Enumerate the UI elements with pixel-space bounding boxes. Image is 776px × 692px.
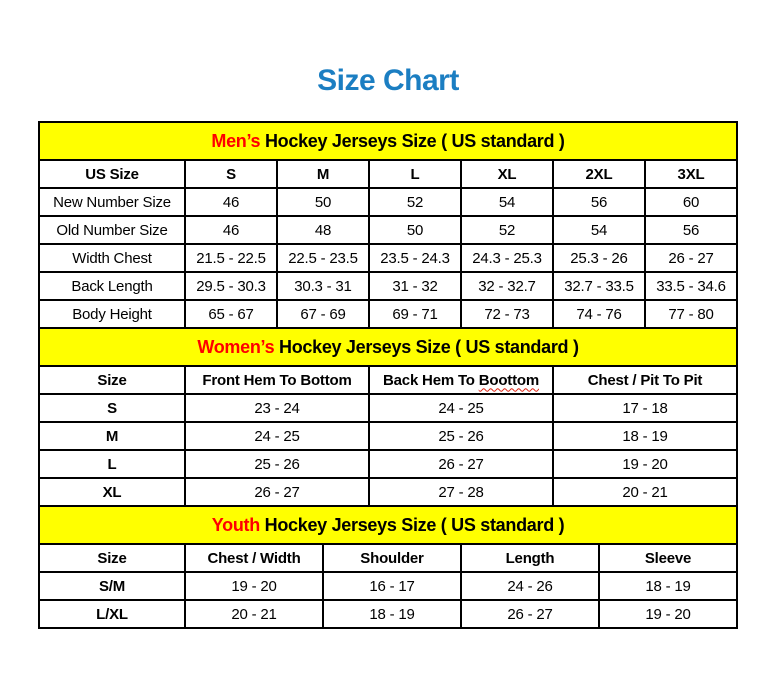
youth-row-label: L/XL xyxy=(39,600,185,628)
youth-col-header: Size xyxy=(39,544,185,572)
mens-table-row xyxy=(39,188,737,216)
youth-col-header: Chest / Width xyxy=(185,544,323,572)
mens-cell: 25.3 - 26 xyxy=(553,244,645,272)
mens-cell: 65 - 67 xyxy=(185,300,277,328)
womens-cell: 26 - 27 xyxy=(185,478,369,506)
mens-cell: 22.5 - 23.5 xyxy=(277,244,369,272)
mens-cell: 30.3 - 31 xyxy=(277,272,369,300)
youth-cell: 24 - 26 xyxy=(461,572,599,600)
womens-table-row xyxy=(39,422,737,450)
mens-table-body xyxy=(39,122,737,328)
mens-cell: 74 - 76 xyxy=(553,300,645,328)
womens-row-label: XL xyxy=(39,478,185,506)
mens-cell: 48 xyxy=(277,216,369,244)
mens-row-label: New Number Size xyxy=(39,188,185,216)
mens-title-highlight: Men’s xyxy=(211,130,261,151)
youth-col-header: Sleeve xyxy=(599,544,737,572)
mens-cell: 56 xyxy=(553,188,645,216)
womens-cell: 24 - 25 xyxy=(185,422,369,450)
mens-cell: 46 xyxy=(185,188,277,216)
womens-row-label: S xyxy=(39,394,185,422)
womens-size-table xyxy=(38,327,738,507)
womens-table-row xyxy=(39,394,737,422)
mens-cell: 33.5 - 34.6 xyxy=(645,272,737,300)
mens-col-header: 3XL xyxy=(645,160,737,188)
womens-cell: 18 - 19 xyxy=(553,422,737,450)
mens-cell: 72 - 73 xyxy=(461,300,553,328)
womens-cell: 25 - 26 xyxy=(369,422,553,450)
mens-cell: 32 - 32.7 xyxy=(461,272,553,300)
mens-cell: 26 - 27 xyxy=(645,244,737,272)
womens-cell: 23 - 24 xyxy=(185,394,369,422)
womens-cell: 19 - 20 xyxy=(553,450,737,478)
youth-cell: 20 - 21 xyxy=(185,600,323,628)
mens-cell: 67 - 69 xyxy=(277,300,369,328)
womens-section-title xyxy=(39,328,737,366)
mens-cell: 24.3 - 25.3 xyxy=(461,244,553,272)
mens-cell: 50 xyxy=(369,216,461,244)
womens-col-header: Size xyxy=(39,366,185,394)
womens-row-label: M xyxy=(39,422,185,450)
mens-table-row xyxy=(39,244,737,272)
youth-title-rest: Hockey Jerseys Size ( US standard ) xyxy=(259,514,565,535)
womens-table-row xyxy=(39,478,737,506)
youth-col-header: Length xyxy=(461,544,599,572)
womens-cell: 20 - 21 xyxy=(553,478,737,506)
mens-cell: 46 xyxy=(185,216,277,244)
youth-cell: 18 - 19 xyxy=(599,572,737,600)
mens-cell: 56 xyxy=(645,216,737,244)
mens-col-header: S xyxy=(185,160,277,188)
mens-size-table xyxy=(38,121,738,329)
youth-table-row xyxy=(39,600,737,628)
womens-col-header: Front Hem To Bottom xyxy=(185,366,369,394)
mens-cell: 52 xyxy=(369,188,461,216)
mens-row-label: Body Height xyxy=(39,300,185,328)
mens-col-header: M xyxy=(277,160,369,188)
youth-col-header: Shoulder xyxy=(323,544,461,572)
womens-col-header: Chest / Pit To Pit xyxy=(553,366,737,394)
mens-table-row xyxy=(39,300,737,328)
mens-cell: 60 xyxy=(645,188,737,216)
womens-title-highlight: Women’s xyxy=(197,336,275,357)
youth-cell: 26 - 27 xyxy=(461,600,599,628)
mens-table-row xyxy=(39,216,737,244)
womens-cell: 26 - 27 xyxy=(369,450,553,478)
mens-cell: 32.7 - 33.5 xyxy=(553,272,645,300)
mens-row-label: Old Number Size xyxy=(39,216,185,244)
misspelled-word: Boottom xyxy=(478,371,539,389)
mens-cell: 69 - 71 xyxy=(369,300,461,328)
womens-table-row xyxy=(39,450,737,478)
mens-section-title xyxy=(39,122,737,160)
mens-cell: 54 xyxy=(461,188,553,216)
womens-cell: 27 - 28 xyxy=(369,478,553,506)
youth-section-title xyxy=(39,506,737,544)
womens-title-rest: Hockey Jerseys Size ( US standard ) xyxy=(274,336,579,357)
mens-col-header: XL xyxy=(461,160,553,188)
youth-size-table xyxy=(38,505,738,629)
youth-cell: 16 - 17 xyxy=(323,572,461,600)
mens-cell: 21.5 - 22.5 xyxy=(185,244,277,272)
womens-row-label: L xyxy=(39,450,185,478)
mens-cell: 29.5 - 30.3 xyxy=(185,272,277,300)
mens-cell: 23.5 - 24.3 xyxy=(369,244,461,272)
mens-col-header: L xyxy=(369,160,461,188)
size-tables-container xyxy=(38,121,736,629)
mens-row-label: Width Chest xyxy=(39,244,185,272)
womens-cell: 24 - 25 xyxy=(369,394,553,422)
womens-cell: 25 - 26 xyxy=(185,450,369,478)
mens-cell: 50 xyxy=(277,188,369,216)
youth-title-highlight: Youth xyxy=(211,514,260,535)
youth-table-body xyxy=(39,506,737,628)
womens-col-header: Back Hem To Boottom xyxy=(369,366,553,394)
youth-cell: 19 - 20 xyxy=(185,572,323,600)
mens-title-rest: Hockey Jerseys Size ( US standard ) xyxy=(260,130,565,151)
mens-row-label: Back Length xyxy=(39,272,185,300)
mens-cell: 52 xyxy=(461,216,553,244)
mens-cell: 54 xyxy=(553,216,645,244)
mens-cell: 31 - 32 xyxy=(369,272,461,300)
womens-table-body xyxy=(39,328,737,506)
mens-cell: 77 - 80 xyxy=(645,300,737,328)
womens-cell: 17 - 18 xyxy=(553,394,737,422)
mens-col-header: 2XL xyxy=(553,160,645,188)
youth-cell: 19 - 20 xyxy=(599,600,737,628)
youth-table-row xyxy=(39,572,737,600)
youth-cell: 18 - 19 xyxy=(323,600,461,628)
mens-table-row xyxy=(39,272,737,300)
mens-col-header: US Size xyxy=(39,160,185,188)
page-title: Size Chart xyxy=(317,64,459,97)
youth-row-label: S/M xyxy=(39,572,185,600)
